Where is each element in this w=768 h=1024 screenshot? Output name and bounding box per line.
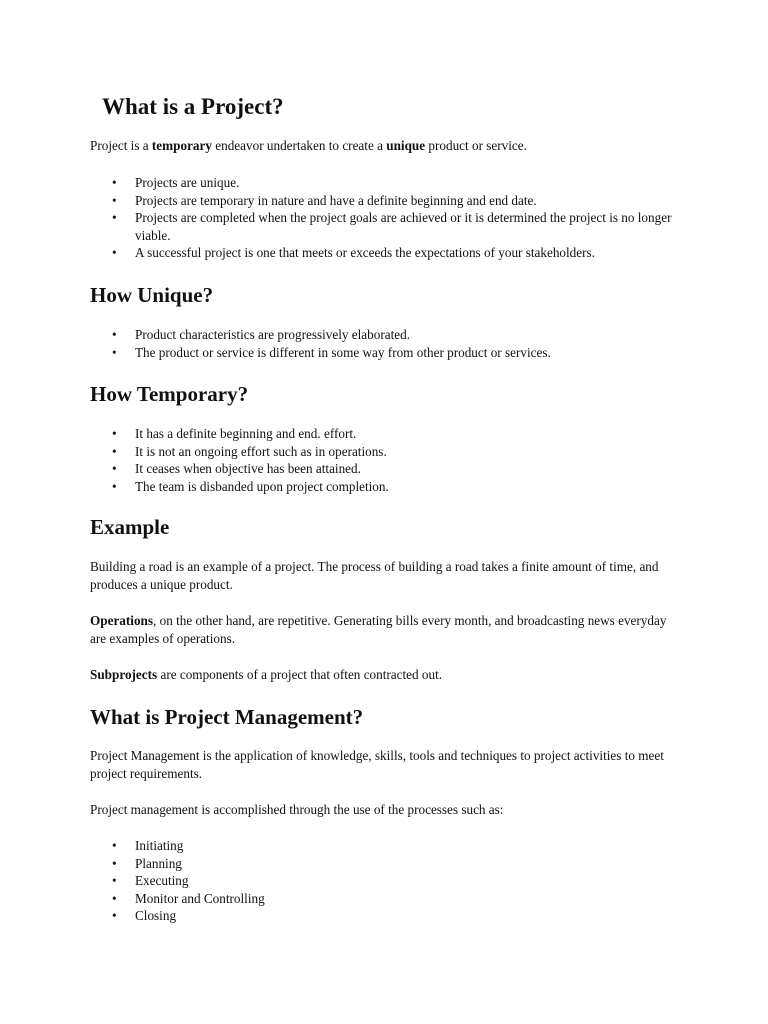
temporary-bold: temporary bbox=[151, 138, 212, 153]
list-item: • The product or service is different in some way from other product or services. bbox=[90, 344, 690, 362]
list-item: • It ceases when objective has been attained. bbox=[90, 460, 690, 478]
list-item: • It is not an ongoing effort such as in operations. bbox=[90, 443, 690, 461]
unique-bold: unique bbox=[386, 138, 426, 153]
temporary-points-list bbox=[90, 425, 690, 495]
unique-points-list bbox=[90, 326, 690, 361]
processes-list bbox=[90, 837, 690, 925]
intro-paragraph bbox=[90, 137, 680, 155]
example-heading: Example bbox=[90, 515, 170, 539]
list-item: • Executing bbox=[90, 872, 690, 890]
list-item: • Monitor and Controlling bbox=[90, 890, 690, 908]
subprojects-text: are components of a project that often contracted out. bbox=[157, 667, 443, 682]
project-management-heading: What is Project Management? bbox=[90, 705, 364, 729]
pm-definition-paragraph: Project Management is the application of knowledge, skills, tools and techniques to project activities to meet project requirements. bbox=[90, 748, 664, 781]
how-temporary-heading: How Temporary? bbox=[90, 382, 249, 406]
pm-processes-intro: Project management is accomplished through the use of the processes such as: bbox=[90, 802, 504, 817]
page-title: What is a Project? bbox=[102, 94, 284, 119]
list-item: • Initiating bbox=[90, 837, 690, 855]
list-item: • Projects are unique. bbox=[90, 174, 690, 192]
operations-paragraph bbox=[90, 612, 680, 648]
intro-text: endeavor undertaken to create a bbox=[211, 138, 387, 153]
subprojects-bold: Subprojects bbox=[90, 667, 158, 682]
subprojects-paragraph bbox=[90, 666, 680, 684]
intro-text: Project is a bbox=[90, 138, 152, 153]
list-item: • A successful project is one that meets or exceeds the expectations of your stakeholders. bbox=[90, 244, 690, 262]
list-item: • It has a definite beginning and end. effort. bbox=[90, 425, 690, 443]
list-item: • Product characteristics are progressively elaborated. bbox=[90, 326, 690, 344]
list-item: • Projects are completed when the project goals are achieved or it is determined the project is no longer viable. bbox=[90, 209, 690, 244]
list-item: • Closing bbox=[90, 907, 690, 925]
intro-text: product or service. bbox=[425, 138, 527, 153]
list-item: • The team is disbanded upon project completion. bbox=[90, 478, 690, 496]
operations-bold: Operations bbox=[90, 613, 154, 628]
list-item: • Projects are temporary in nature and have a definite beginning and end date. bbox=[90, 192, 690, 210]
operations-text: , on the other hand, are repetitive. Generating bills every month, and broadcasting news everyday are examples of operations. bbox=[90, 613, 667, 646]
example-paragraph: Building a road is an example of a project. The process of building a road takes a finite amount of time, and produces a unique product. bbox=[90, 559, 659, 592]
list-item: • Planning bbox=[90, 855, 690, 873]
how-unique-heading: How Unique? bbox=[90, 283, 214, 307]
project-points-list bbox=[90, 174, 690, 262]
